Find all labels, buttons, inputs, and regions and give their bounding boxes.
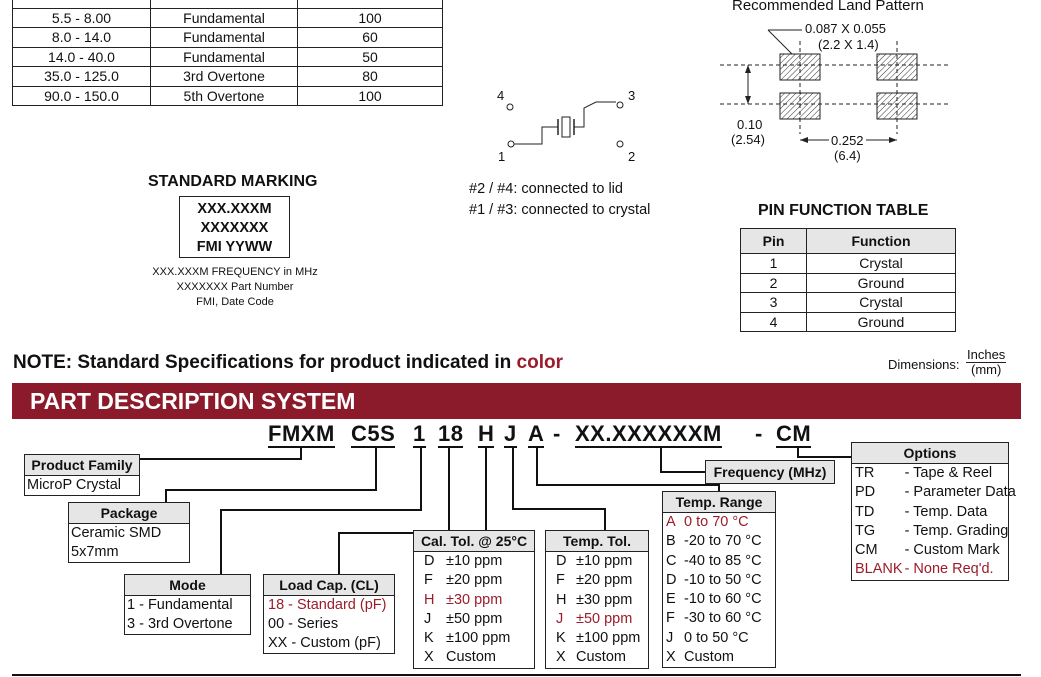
load-cap-line: 00 - Series (268, 616, 339, 632)
table-row: 5.5 - 8.00 Fundamental 100 (13, 8, 443, 28)
part-code-frequency: XX.XXXXXXM (575, 421, 722, 446)
connector-line (485, 448, 487, 530)
list-item: F -30 to 60 °C (666, 610, 762, 627)
connector-line (165, 489, 377, 491)
connector-line (448, 448, 450, 534)
list-item: D ±10 ppm (424, 553, 503, 569)
list-item: F ±20 ppm (424, 572, 503, 589)
connector-line (375, 448, 377, 491)
part-code-load: 18 (438, 421, 464, 446)
cal-tol-box (413, 530, 535, 669)
standard-marking-title: STANDARD MARKING (148, 173, 318, 190)
note-color-word: color (516, 352, 563, 373)
list-item: TD - Temp. Data (855, 503, 988, 520)
marking-legend-line: XXX.XXXM FREQUENCY in MHz (152, 266, 318, 278)
table-row: 35.0 - 125.0 3rd Overtone 80 (13, 67, 443, 87)
table-row (13, 0, 443, 8)
pin3-label: 3 (628, 88, 636, 103)
pad-size-mm-label: (2.2 X 1.4) (818, 37, 879, 52)
horizontal-dim-label: 0.252 (831, 133, 864, 148)
temp-tol-table (554, 552, 640, 668)
pin-function-table (740, 228, 956, 332)
table-row: 8.0 - 14.0 Fundamental 60 (13, 28, 443, 48)
list-item: J ±50 ppm (556, 610, 633, 627)
options-header: Options (851, 442, 1009, 464)
package-box (68, 502, 190, 563)
section-banner (12, 383, 1021, 419)
section-title: PART DESCRIPTION SYSTEM (30, 388, 356, 414)
package-line: Ceramic SMD (71, 525, 162, 541)
marking-line: XXXXXXX (200, 220, 269, 236)
list-item: J ±50 ppm (424, 610, 503, 627)
table-row: 3 Crystal (741, 293, 956, 313)
load-cap-line: 18 - Standard (pF) (268, 597, 387, 613)
mode-line: 3 - 3rd Overtone (127, 616, 233, 632)
dimensions-units (966, 348, 1006, 377)
part-code-cal: H (478, 421, 495, 446)
package-values (68, 524, 190, 563)
list-item: BLANK - None Req'd. (855, 561, 994, 578)
list-item: TG - Temp. Grading (855, 522, 1009, 539)
mode-values (124, 596, 251, 635)
connector-line (220, 509, 422, 511)
connector-line (536, 448, 538, 486)
load-cap-header: Load Cap. (CL) (263, 574, 395, 596)
load-cap-line: XX - Custom (pF) (268, 635, 381, 651)
temp-range-table (664, 513, 762, 667)
dim-inches: Inches (967, 347, 1006, 362)
pin-function-title: PIN FUNCTION TABLE (758, 202, 929, 219)
land-pattern-title: Recommended Land Pattern (732, 0, 924, 14)
list-item: TR - Tape & Reel (855, 465, 993, 481)
list-item: C -40 to 85 °C (666, 552, 762, 569)
temp-range-header: Temp. Range (662, 491, 776, 513)
part-code-dash: - (553, 421, 561, 446)
list-item: K ±100 ppm (424, 630, 511, 647)
list-item: B -20 to 70 °C (666, 533, 762, 550)
dimensions-label: Dimensions: (888, 357, 960, 372)
table-header-row: Pin Function (741, 229, 956, 254)
options-values (851, 464, 1016, 581)
list-item: K ±100 ppm (556, 630, 641, 647)
load-cap-box (263, 574, 395, 654)
part-code-dash: - (755, 421, 763, 446)
connector-line (420, 448, 422, 510)
table-row: 14.0 - 40.0 Fundamental 50 (13, 47, 443, 67)
connector-line (604, 508, 606, 530)
temp-range-values (662, 513, 776, 668)
package-line: 5x7mm (71, 544, 119, 560)
connector-line (512, 448, 514, 510)
schematic-note-lid: #2 / #4: connected to lid (469, 181, 623, 197)
list-item: H ±30 ppm (556, 591, 633, 608)
connector-line (660, 448, 662, 473)
product-family-box (24, 454, 140, 496)
cal-tol-table (422, 552, 510, 668)
temp-tol-box (545, 530, 649, 669)
list-item: X Custom (556, 649, 626, 666)
connector-line (797, 456, 852, 458)
temp-tol-values (545, 552, 649, 669)
bottom-divider (12, 674, 1021, 676)
marking-legend-line: FMI, Date Code (196, 296, 274, 308)
part-code-options: CM (776, 421, 812, 446)
list-item: D -10 to 50 °C (666, 571, 762, 588)
part-code-temprange: A (528, 421, 545, 446)
package-header: Package (68, 502, 190, 524)
schematic-note-crystal: #1 / #3: connected to crystal (469, 202, 651, 218)
frequency-box: Frequency (MHz) (705, 460, 835, 484)
vertical-dim-label: 0.10 (737, 117, 763, 132)
note-text: NOTE: Standard Specifications for product indicated in (13, 352, 517, 373)
dim-mm: (mm) (970, 362, 1002, 377)
connector-line (660, 471, 705, 473)
options-box (851, 442, 1016, 581)
table-row: 1 Crystal (741, 254, 956, 274)
temp-tol-header: Temp. Tol. (545, 530, 649, 552)
list-item: J 0 to 50 °C (666, 629, 749, 646)
mode-line: 1 - Fundamental (127, 597, 233, 613)
list-item: X Custom (666, 649, 734, 666)
connector-line (140, 458, 302, 460)
table-row: 90.0 - 150.0 5th Overtone 100 (13, 86, 443, 106)
cal-tol-values (413, 552, 535, 669)
list-item: A 0 to 70 °C (666, 514, 749, 530)
options-table (853, 464, 1016, 580)
product-family-value: MicroP Crystal (24, 476, 140, 496)
standard-spec-note (13, 352, 563, 374)
list-item: PD - Parameter Data (855, 484, 1016, 501)
list-item: F ±20 ppm (556, 572, 633, 589)
connector-line (338, 532, 340, 574)
mode-header: Mode (124, 574, 251, 596)
temp-range-box (662, 491, 776, 668)
marking-box (179, 196, 290, 258)
product-family-header: Product Family (24, 454, 140, 476)
part-code-temptol: J (504, 421, 517, 446)
list-item: H ±30 ppm (424, 591, 503, 608)
pin1-label: 1 (498, 149, 506, 164)
list-item: D ±10 ppm (556, 553, 633, 569)
list-item: X Custom (424, 649, 496, 666)
table-row: 2 Ground (741, 273, 956, 293)
esr-table (12, 0, 443, 106)
marking-legend (130, 265, 340, 310)
part-code-mode: 1 (413, 421, 426, 446)
pad-size-label: 0.087 X 0.055 (805, 21, 886, 36)
horizontal-dim-mm-label: (6.4) (834, 148, 861, 163)
list-item: E -10 to 60 °C (666, 591, 762, 608)
vertical-dim-mm-label: (2.54) (731, 132, 765, 147)
part-code-family: FMXM (268, 421, 335, 446)
connector-line (536, 484, 720, 486)
crystal-schematic (500, 90, 640, 160)
cal-tol-header: Cal. Tol. @ 25°C (413, 530, 535, 552)
mode-box (124, 574, 251, 635)
pin4-label: 4 (497, 88, 505, 103)
table-row: 4 Ground (741, 312, 956, 332)
connector-line (165, 489, 167, 502)
marking-line: XXX.XXXM (197, 201, 272, 217)
marking-line: FMI YYWW (196, 239, 273, 255)
load-cap-values (263, 596, 395, 654)
list-item: CM - Custom Mark (855, 542, 1000, 559)
connector-line (512, 508, 606, 510)
marking-legend-line: XXXXXXX Part Number (176, 281, 294, 293)
connector-line (220, 509, 222, 574)
part-code-package: C5S (351, 421, 396, 446)
pin2-label: 2 (628, 149, 636, 164)
